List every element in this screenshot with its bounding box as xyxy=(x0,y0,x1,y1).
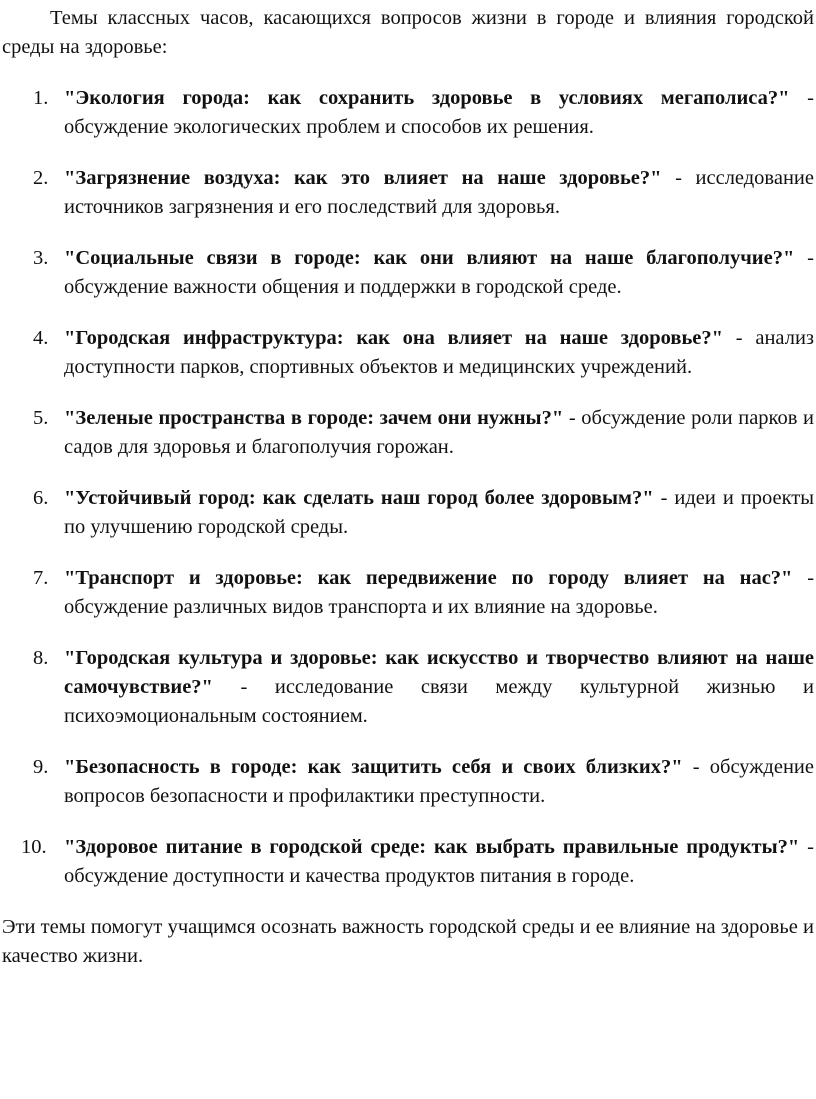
item-number: 7. xyxy=(33,567,49,589)
topic-description: - исследование источников загрязнения и его последствий для здоровья. xyxy=(64,167,814,218)
intro-paragraph: Темы классных часов, касающихся вопросов жизни в городе и влияния городской среды на здоровье: xyxy=(2,7,814,58)
topic-description: - обсуждение важности общения и поддержки в городской среде. xyxy=(64,247,814,298)
topic-title: "Безопасность в городе: как защитить себя и своих близких?" xyxy=(64,756,683,778)
list-item xyxy=(2,164,814,222)
item-number: 3. xyxy=(33,247,49,269)
topic-title: "Городская культура и здоровье: как искусство и творчество влияют на наше самочувствие?" xyxy=(64,647,814,698)
topic-description: - исследование связи между культурной жизнью и психоэмоциональным состоянием. xyxy=(64,676,814,727)
topic-description: - идеи и проекты по улучшению городской среды. xyxy=(64,487,815,538)
outro-paragraph: Эти темы помогут учащимся осознать важность городской среды и ее влияние на здоровье и качество жизни. xyxy=(2,916,814,967)
list-item xyxy=(2,564,814,622)
topic-title: "Устойчивый город: как сделать наш город более здоровым?" xyxy=(64,487,654,509)
list-item xyxy=(2,484,814,542)
list-item xyxy=(2,84,814,142)
list-item xyxy=(2,753,814,811)
list-item xyxy=(2,644,814,731)
topic-title: "Здоровое питание в городской среде: как выбрать правильные продукты?" xyxy=(64,836,800,858)
document-body xyxy=(2,4,814,971)
topic-description: - обсуждение различных видов транспорта и их влияние на здоровье. xyxy=(64,567,815,618)
list-item xyxy=(2,324,814,382)
topic-description: - обсуждение доступности и качества продуктов питания в городе. xyxy=(64,836,814,887)
item-number: 2. xyxy=(33,167,49,189)
topic-title: "Социальные связи в городе: как они влияют на наше благополучие?" xyxy=(64,247,795,269)
item-number: 6. xyxy=(33,487,49,509)
topic-title: "Экология города: как сохранить здоровье в условиях мегаполиса?" xyxy=(64,87,790,109)
topic-title: "Загрязнение воздуха: как это влияет на наше здоровье?" xyxy=(64,167,662,189)
item-number: 5. xyxy=(33,407,49,429)
item-number: 10. xyxy=(21,836,47,858)
topic-title: "Зеленые пространства в городе: зачем они нужны?" xyxy=(64,407,564,429)
topic-description: - обсуждение вопросов безопасности и профилактики преступности. xyxy=(64,756,814,807)
list-item xyxy=(2,404,814,462)
item-number: 1. xyxy=(33,87,49,109)
item-number: 4. xyxy=(33,327,49,349)
item-number: 8. xyxy=(33,647,49,669)
list-item xyxy=(2,833,814,891)
topic-title: "Транспорт и здоровье: как передвижение по городу влияет на нас?" xyxy=(64,567,793,589)
list-item xyxy=(2,244,814,302)
item-number: 9. xyxy=(33,756,49,778)
topic-title: "Городская инфраструктура: как она влияет на наше здоровье?" xyxy=(64,327,724,349)
topic-description: - анализ доступности парков, спортивных объектов и медицинских учреждений. xyxy=(64,327,815,378)
topics-list xyxy=(2,84,814,891)
topic-description: - обсуждение экологических проблем и способов их решения. xyxy=(64,87,814,138)
topic-description: - обсуждение роли парков и садов для здоровья и благополучия горожан. xyxy=(64,407,814,458)
